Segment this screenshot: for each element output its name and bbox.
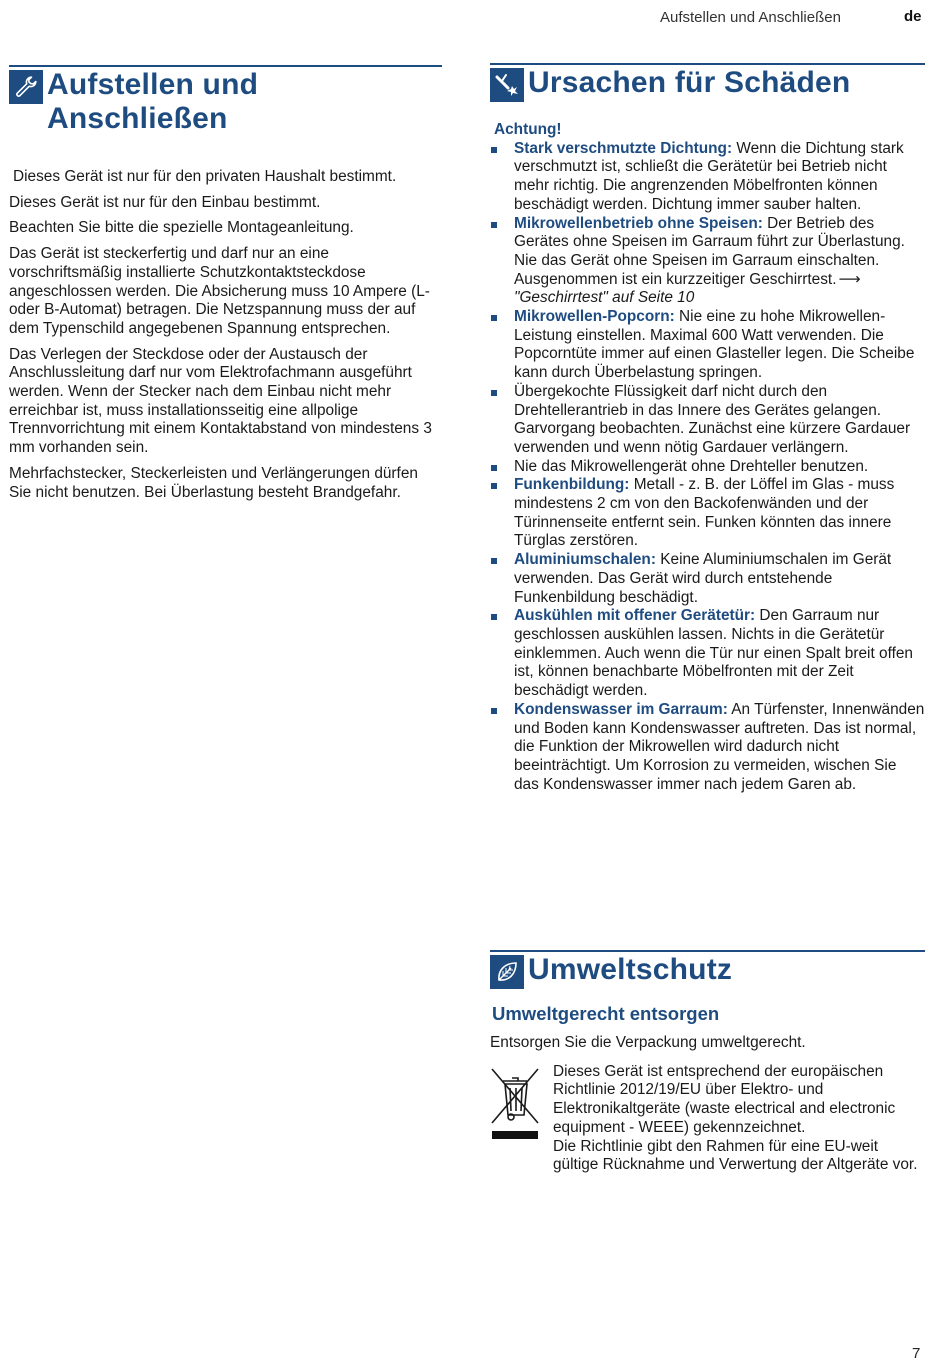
list-item: Auskühlen mit offener Gerätetür: Den Garraum nur geschlossen auskühlen lassen. Nichts in die Gerätetür einklemmen. Auch wenn die Tür nur einen Spalt breit offen ist, können benachbarte Möbelfronten mit der Zeit beschädigt werden. (490, 607, 925, 701)
list-item: Mikrowellen-Popcorn: Nie eine zu hohe Mikrowellen-Leistung einstellen. Maximal 600 Watt verwenden. Die Popcorntüte immer auf einen Glasteller legen. Die Scheibe kann durch Überbelastung springen. (490, 308, 925, 383)
list-item: Stark verschmutzte Dichtung: Wenn die Dichtung stark verschmutzt ist, schließt die Gerätetür bei Betrieb nicht mehr richtig. Die angrenzenden Möbelfronten können beschädigt werden. Dichtung immer sauber halten. (490, 140, 925, 215)
list-item: Funkenbildung: Metall - z. B. der Löffel im Glas - muss mindestens 2 cm von den Backofenwänden und der Türinnenseite entfernt sein. Funken könnten das innere Türglas zerstören. (490, 476, 925, 551)
caution-label: Achtung! (494, 121, 562, 138)
disposal-subtitle: Umweltgerecht entsorgen (492, 1003, 720, 1024)
list-item: Aluminiumschalen: Keine Aluminiumschalen im Gerät verwenden. Das Gerät wird durch entstehende Funkenbildung beschädigt. (490, 551, 925, 607)
installation-heading (9, 65, 442, 136)
weee-text (553, 1063, 925, 1175)
environment-title: Umweltschutz (528, 953, 733, 986)
arrow-icon: ⟶ (838, 270, 861, 288)
damage-section (490, 63, 925, 794)
warning-damage-icon (490, 68, 524, 102)
environment-section (490, 950, 925, 1213)
paragraph: Das Gerät ist steckerfertig und darf nur an eine vorschriftsmäßig installierte Schutzkontaktsteckdose angeschlossen werden. Die Absicherung muss 10 Ampere (L- oder B-Automat) betragen. Die Netzspannung muss der auf dem Typenschild angegebenen Spannung entsprechen. (9, 245, 430, 337)
paragraph: Dieses Gerät ist nur für den Einbau bestimmt. (9, 193, 321, 211)
language-code: de (904, 8, 922, 25)
leaf-icon (490, 955, 524, 989)
paragraph: Beachten Sie bitte die spezielle Montageanleitung. (9, 219, 354, 237)
paragraph: Dieses Gerät ist nur für den privaten Haushalt bestimmt. (13, 168, 397, 185)
list-item: Nie das Mikrowellengerät ohne Drehteller benutzen. (490, 458, 925, 477)
installation-section (9, 65, 442, 502)
weee-block (490, 1063, 925, 1213)
weee-framework-text: Die Richtlinie gibt den Rahmen für eine EU-weit gültige Rücknahme und Verwertung der Altgeräte vor. (553, 1137, 918, 1174)
damage-heading (490, 63, 925, 100)
wrench-icon (9, 70, 43, 104)
paragraph: Das Verlegen der Steckdose oder der Austausch der Anschlussleitung darf nur vom Elektrofachmann ausgeführt werden. Wenn der Stecker nach dem Einbau nicht mehr erreichbar ist, muss installationsseitig eine allpolige Trennvorrichtung mit einem Kontaktabstand von mindestens 3 mm vorhanden sein. (9, 345, 432, 457)
weee-directive-text: Dieses Gerät ist entsprechend der europäischen Richtlinie 2012/19/EU über Elektro- und Elektronikaltgeräte (waste electrical and electronic equipment - WEEE) gekennzeichnet. (553, 1062, 896, 1136)
paragraph: Mehrfachstecker, Steckerleisten und Verlängerungen dürfen Sie nicht benutzen. Bei Überlastung besteht Brandgefahr. (9, 464, 418, 501)
damage-title: Ursachen für Schäden (528, 66, 851, 99)
packaging-note: Entsorgen Sie die Verpackung umweltgerecht. (490, 1034, 806, 1051)
page-number: 7 (912, 1345, 921, 1362)
installation-title: Aufstellen und Anschließen (47, 68, 259, 135)
environment-heading (490, 950, 925, 987)
list-item: Kondenswasser im Garraum: An Türfenster, Innenwänden und Boden kann Kondenswasser auftreten. Das ist normal, die Funktion der Mikrowellen wird dadurch nicht beeinträchtigt. Um Korrosion zu vermeiden, wischen Sie das Kondenswasser immer nach jedem Garen ab. (490, 701, 925, 795)
page-reference-link[interactable]: "Geschirrtest" auf Seite 10 (514, 289, 695, 307)
running-header-title: Aufstellen und Anschließen (660, 9, 841, 26)
crossed-out-wheelie-bin-icon (490, 1065, 540, 1143)
list-item: Übergekochte Flüssigkeit darf nicht durch den Drehtellerantrieb in das Innere des Gerätes gelangen. Garvorgang beobachten. Zunächst eine kürzere Gardauer verwenden und wenn nötig Gardauer verlängern. (490, 383, 925, 458)
list-item: Mikrowellenbetrieb ohne Speisen: Der Betrieb des Gerätes ohne Speisen im Garraum führt zur Überlastung. Nie das Gerät ohne Speisen im Garraum einschalten. Ausgenommen ist ein kurzzeitiger Geschirrtest. ⟶"Geschirrtest" auf Seite 10 (490, 215, 925, 309)
damage-list (490, 140, 925, 795)
